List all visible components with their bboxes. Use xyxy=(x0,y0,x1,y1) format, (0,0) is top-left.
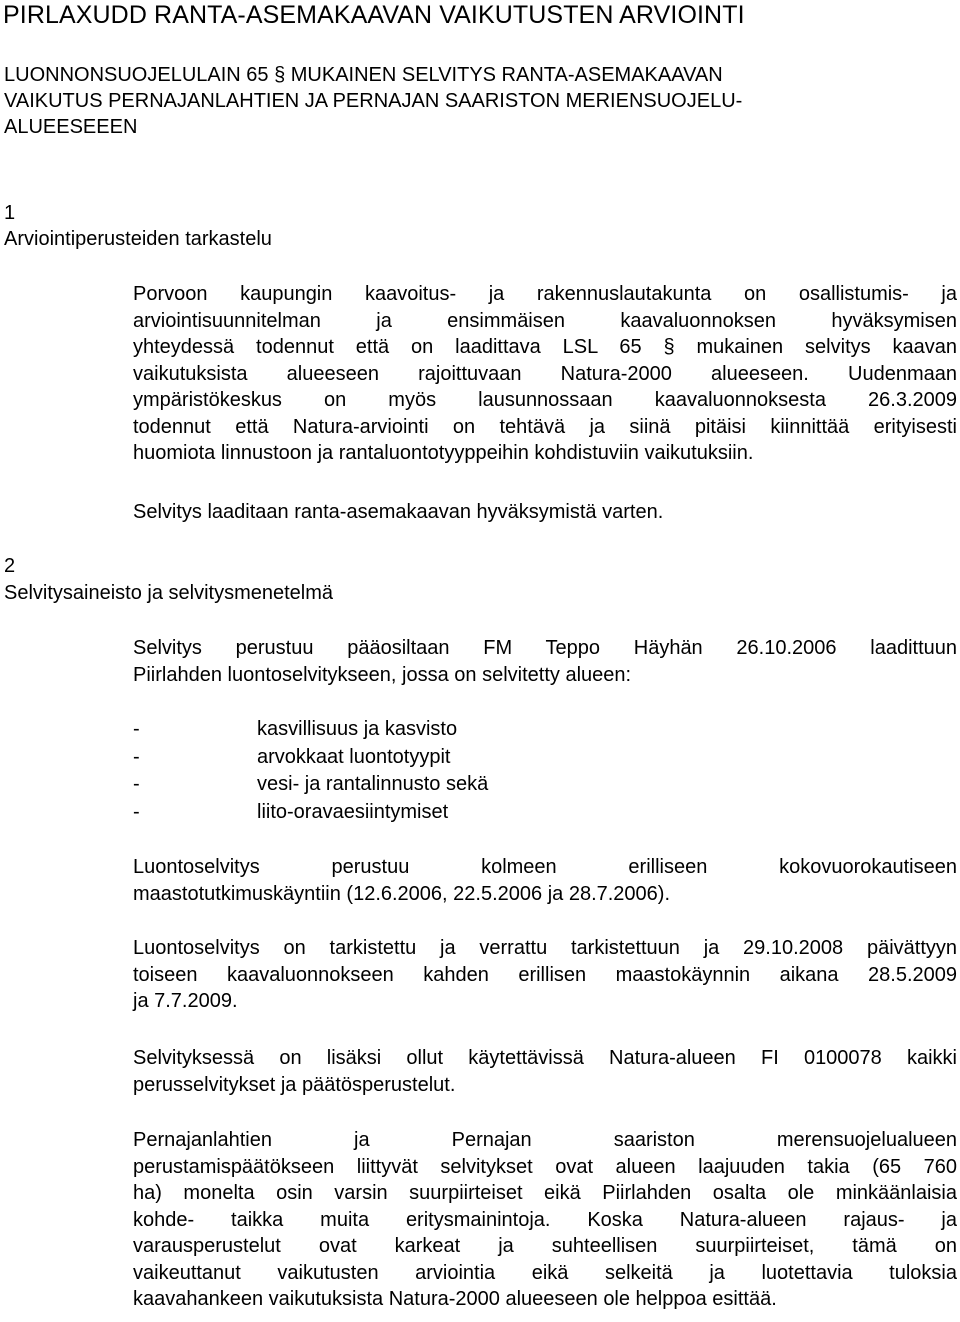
list-item-text: vesi- ja rantalinnusto sekä xyxy=(257,773,489,795)
section-1-paragraph-1 xyxy=(133,281,957,467)
section-1-number: 1 xyxy=(4,202,16,224)
document-title: PIRLAXUDD RANTA-ASEMAKAAVAN VAIKUTUSTEN ARVIOINTI xyxy=(3,1,745,29)
paragraph-line: ja 7.7.2009. xyxy=(133,990,238,1012)
paragraph-line: kohde- taikka muita eritysmainintoja. Koska Natura-alueen rajaus- ja xyxy=(133,1208,957,1231)
list-dash: - xyxy=(133,773,140,795)
list-dash: - xyxy=(133,718,140,740)
section-2-number: 2 xyxy=(4,555,16,577)
survey-topics-list xyxy=(133,716,957,826)
subtitle-line: VAIKUTUS PERNAJANLAHTIEN JA PERNAJAN SAARISTON MERIENSUOJELU- xyxy=(4,90,743,112)
document-subtitle xyxy=(4,62,904,140)
paragraph-line: vaikutuksista alueeseen rajoittuvaan Natura-2000 alueeseen. Uudenmaan xyxy=(133,362,957,385)
subtitle-line: LUONNONSUOJELULAIN 65 § MUKAINEN SELVITYS RANTA-ASEMAKAAVAN xyxy=(4,64,723,86)
section-1-paragraph-2 xyxy=(133,499,957,526)
paragraph-line: Luontoselvitys perustuu kolmeen erilliseen kokovuorokautiseen xyxy=(133,856,957,878)
paragraph-line: Selvityksessä on lisäksi ollut käytettävissä Natura-alueen FI 0100078 kaikki xyxy=(133,1047,957,1069)
section-2-title: Selvitysaineisto ja selvitysmenetelmä xyxy=(4,582,334,604)
paragraph-line: Pernajanlahtien ja Pernajan saariston merensuojelualueen xyxy=(133,1129,957,1151)
list-item-text: kasvillisuus ja kasvisto xyxy=(257,718,458,740)
section-2-paragraph-1 xyxy=(133,635,957,688)
list-item-text: liito-oravaesiintymiset xyxy=(257,800,449,823)
paragraph-line: kaavahankeen vaikutuksista Natura-2000 alueeseen ole helppoa esittää. xyxy=(133,1288,777,1310)
paragraph-line: Piirlahden luontoselvitykseen, jossa on selvitetty alueen: xyxy=(133,663,632,686)
paragraph-line: arviointisuunnitelman ja ensimmäisen kaavaluonnoksen hyväksymisen xyxy=(133,309,957,332)
paragraph-line: Luontoselvitys on tarkistettu ja verrattu tarkistettuun ja 29.10.2008 päivättyyn xyxy=(133,937,957,959)
paragraph-line: ha) monelta osin varsin suurpiirteiset eikä Piirlahden osalta ole minkäänlaisia xyxy=(133,1182,957,1204)
list-item xyxy=(133,799,957,827)
paragraph-line: todennut että Natura-arviointi on tehtävä ja siinä pitäisi kiinnittää erityisesti xyxy=(133,415,957,438)
list-item-text: arvokkaat luontotyypit xyxy=(257,745,451,768)
list-item xyxy=(133,771,957,799)
section-2-paragraph-3 xyxy=(133,935,957,1015)
section-2-paragraph-5 xyxy=(133,1127,957,1313)
paragraph-line: yhteydessä todennut että on laadittava LSL 65 § mukainen selvitys kaavan xyxy=(133,336,957,358)
subtitle-line: ALUEESEEEN xyxy=(4,116,138,138)
paragraph-line: maastotutkimuskäyntiin (12.6.2006, 22.5.2006 ja 28.7.2006). xyxy=(133,882,671,905)
list-item xyxy=(133,744,957,772)
paragraph-line: vaikeuttanut vaikutusten arviointia eikä selkeitä ja luotettavia tuloksia xyxy=(133,1261,957,1284)
paragraph-line: huomiota linnustoon ja rantaluontotyyppeihin kohdistuviin vaikutuksiin. xyxy=(133,442,754,464)
paragraph-line: perustamispäätökseen liittyvät selvitykset ovat alueen laajuuden takia (65 760 xyxy=(133,1155,957,1178)
paragraph-line: varausperustelut ovat karkeat ja suhteellisen suurpiirteiset, tämä on xyxy=(133,1235,957,1257)
paragraph-line: ympäristökeskus on myös lausunnossaan kaavaluonnoksesta 26.3.2009 xyxy=(133,389,957,411)
section-2-paragraph-4 xyxy=(133,1045,957,1098)
paragraph-line: perusselvitykset ja päätösperustelut. xyxy=(133,1073,456,1096)
paragraph-line: Selvitys perustuu pääosiltaan FM Teppo Häyhän 26.10.2006 laadittuun xyxy=(133,637,957,659)
section-1-title: Arviointiperusteiden tarkastelu xyxy=(4,228,272,250)
list-item xyxy=(133,716,957,744)
paragraph-line: Porvoon kaupungin kaavoitus- ja rakennuslautakunta on osallistumis- ja xyxy=(133,283,957,305)
list-dash: - xyxy=(133,745,140,768)
paragraph-line: toiseen kaavaluonnokseen kahden erillisen maastokäynnin aikana 28.5.2009 xyxy=(133,963,957,986)
paragraph-line: Selvitys laaditaan ranta-asemakaavan hyväksymistä varten. xyxy=(133,501,664,523)
section-2-paragraph-2 xyxy=(133,854,957,907)
list-dash: - xyxy=(133,800,140,823)
